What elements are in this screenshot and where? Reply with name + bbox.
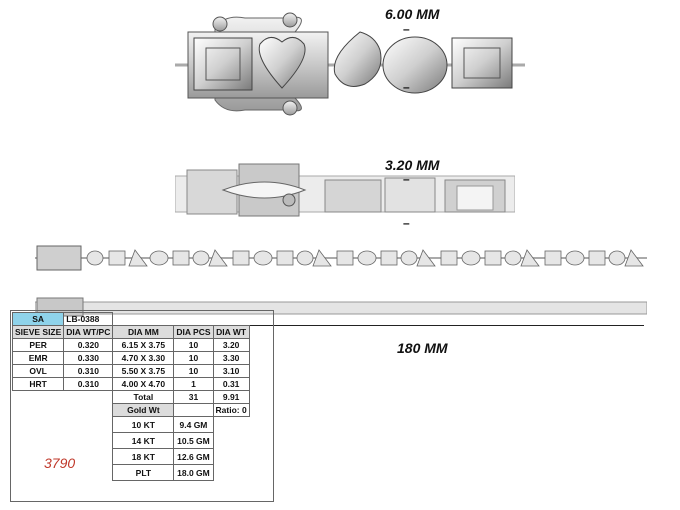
- pcs-cell: 10: [174, 365, 213, 378]
- width-top-label: 6.00 MM: [385, 6, 440, 22]
- table-row: [13, 365, 250, 378]
- total-wt: 9.91: [213, 391, 249, 404]
- width-top-tick-upper: –: [403, 22, 410, 36]
- bracelet-side-view: [175, 160, 515, 218]
- width-side-tick-lower: –: [403, 216, 410, 230]
- sieve-cell: PER: [13, 339, 64, 352]
- sieve-cell: OVL: [13, 365, 64, 378]
- table-header-row: [13, 326, 250, 339]
- price-label: 3790: [44, 455, 76, 471]
- bracelet-top-view: [170, 10, 530, 120]
- wt-cell: 3.20: [213, 339, 249, 352]
- total-label: Total: [113, 391, 174, 404]
- wtpc-cell: 0.320: [64, 339, 113, 352]
- mm-cell: 5.50 X 3.75: [113, 365, 174, 378]
- pcs-cell: 1: [174, 378, 213, 391]
- mm-cell: 6.15 X 3.75: [113, 339, 174, 352]
- gold-wt-cell: 18.0 GM: [174, 465, 213, 481]
- table-row: [13, 313, 250, 326]
- total-pcs: 31: [174, 391, 213, 404]
- width-side-tick-upper: –: [403, 172, 410, 186]
- gold-wt-cell: 10.5 GM: [174, 433, 213, 449]
- width-top-tick-lower: –: [403, 80, 410, 94]
- header-dia-pcs: DIA PCS: [174, 326, 213, 339]
- table-row: [13, 433, 250, 449]
- gold-kt-cell: 18 KT: [113, 449, 174, 465]
- header-dia-wt-pc: DIA WT/PC: [64, 326, 113, 339]
- header-sieve-size: SIEVE SIZE: [13, 326, 64, 339]
- table-row: [13, 378, 250, 391]
- bracelet-full-top: [35, 240, 647, 276]
- width-side-label: 3.20 MM: [385, 157, 440, 173]
- header-dia-mm: DIA MM: [113, 326, 174, 339]
- length-label: 180 MM: [397, 340, 448, 356]
- mm-cell: 4.70 X 3.30: [113, 352, 174, 365]
- table-row: [13, 339, 250, 352]
- wtpc-cell: 0.310: [64, 378, 113, 391]
- sieve-cell: HRT: [13, 378, 64, 391]
- table-row: [13, 352, 250, 365]
- mm-cell: 4.00 X 4.70: [113, 378, 174, 391]
- wt-cell: 3.30: [213, 352, 249, 365]
- wtpc-cell: 0.330: [64, 352, 113, 365]
- gold-kt-cell: PLT: [113, 465, 174, 481]
- gold-wt-label: Gold Wt: [113, 404, 174, 417]
- sieve-cell: EMR: [13, 352, 64, 365]
- table-row: [13, 391, 250, 404]
- gold-kt-cell: 10 KT: [113, 417, 174, 433]
- pcs-cell: 10: [174, 339, 213, 352]
- ratio-label: Ratio: 0: [213, 404, 249, 417]
- table-row: [13, 404, 250, 417]
- sa-value: LB-0388: [64, 313, 113, 326]
- wt-cell: 0.31: [213, 378, 249, 391]
- header-dia-wt: DIA WT: [213, 326, 249, 339]
- gold-kt-cell: 14 KT: [113, 433, 174, 449]
- wt-cell: 3.10: [213, 365, 249, 378]
- gold-wt-cell: 12.6 GM: [174, 449, 213, 465]
- table-row: [13, 417, 250, 433]
- gold-wt-cell: 9.4 GM: [174, 417, 213, 433]
- pcs-cell: 10: [174, 352, 213, 365]
- wtpc-cell: 0.310: [64, 365, 113, 378]
- sa-label: SA: [13, 313, 64, 326]
